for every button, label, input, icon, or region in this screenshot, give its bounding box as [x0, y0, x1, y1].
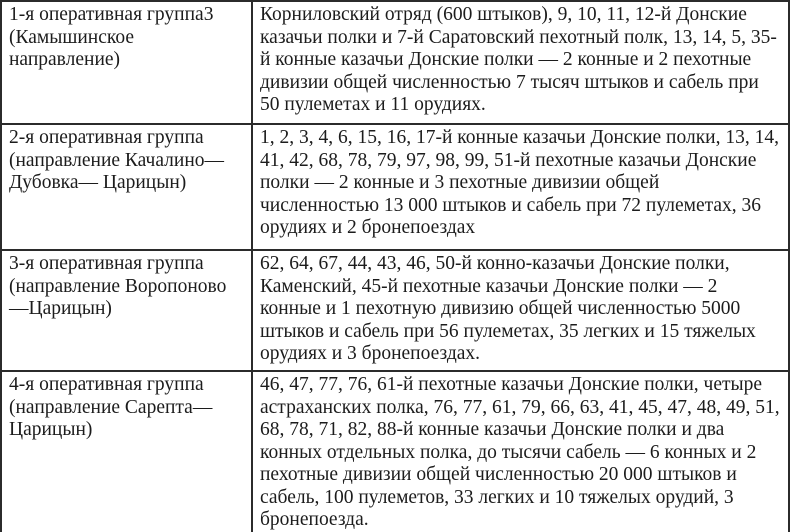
group-name-cell: 1-я оперативная группа3 (Камышинское направление) [1, 1, 252, 124]
group-name-cell: 3-я оперативная группа (направление Воропоново—Царицын) [1, 250, 252, 371]
group-name-cell: 4-я оперативная группа (направление Сарепта— Царицын) [1, 371, 252, 532]
group-composition-cell: 46, 47, 77, 76, 61-й пехотные казачьи Донские полки, четыре астраханских полка, 76, 77, 61, 79, 66, 63, 41, 45, 47, 48, 49, 51, 68, 78, 71, 82, 88-й конные казачьи Донские полки и два конных отдельных полка, до тысячи сабель — 6 конных и 2 пехотные дивизии общей численностью 20 000 штыков и сабель, 100 пулеметов, 33 легких и 10 тяжелых орудий, 3 бронепоезда. [252, 371, 789, 532]
group-name-cell: 2-я оперативная группа (направление Качалино— Дубовка— Царицын) [1, 124, 252, 250]
group-composition-cell: 62, 64, 67, 44, 43, 46, 50-й конно-казачьи Донские полки, Каменский, 45-й пехотные казачьи Донские полки — 2 конные и 1 пехотную дивизию общей численностью 5000 штыков и сабель при 56 пулеметах, 35 легких и 15 тяжелых орудиях и 3 бронепоездах. [252, 250, 789, 371]
table-row [1, 1, 789, 124]
group-composition-cell: Корниловский отряд (600 штыков), 9, 10, 11, 12-й Донские казачьи полки и 7-й Саратовский пехотный полк, 13, 14, 5, 35-й конные казачьи Донские полки — 2 конные и 2 пехотные дивизии общей численностью 7 тысяч штыков и сабель при 50 пулеметах и 11 орудиях. [252, 1, 789, 124]
table-row [1, 124, 789, 250]
table-row [1, 371, 789, 532]
table-row [1, 250, 789, 371]
group-composition-cell: 1, 2, 3, 4, 6, 15, 16, 17-й конные казачьи Донские полки, 13, 14, 41, 42, 68, 78, 79, 97, 98, 99, 51-й пехотные казачьи Донские полки — 2 конные и 3 пехотные дивизии общей численностью 13 000 штыков и сабель при 72 пулеметах, 36 орудиях и 2 бронепоездах [252, 124, 789, 250]
